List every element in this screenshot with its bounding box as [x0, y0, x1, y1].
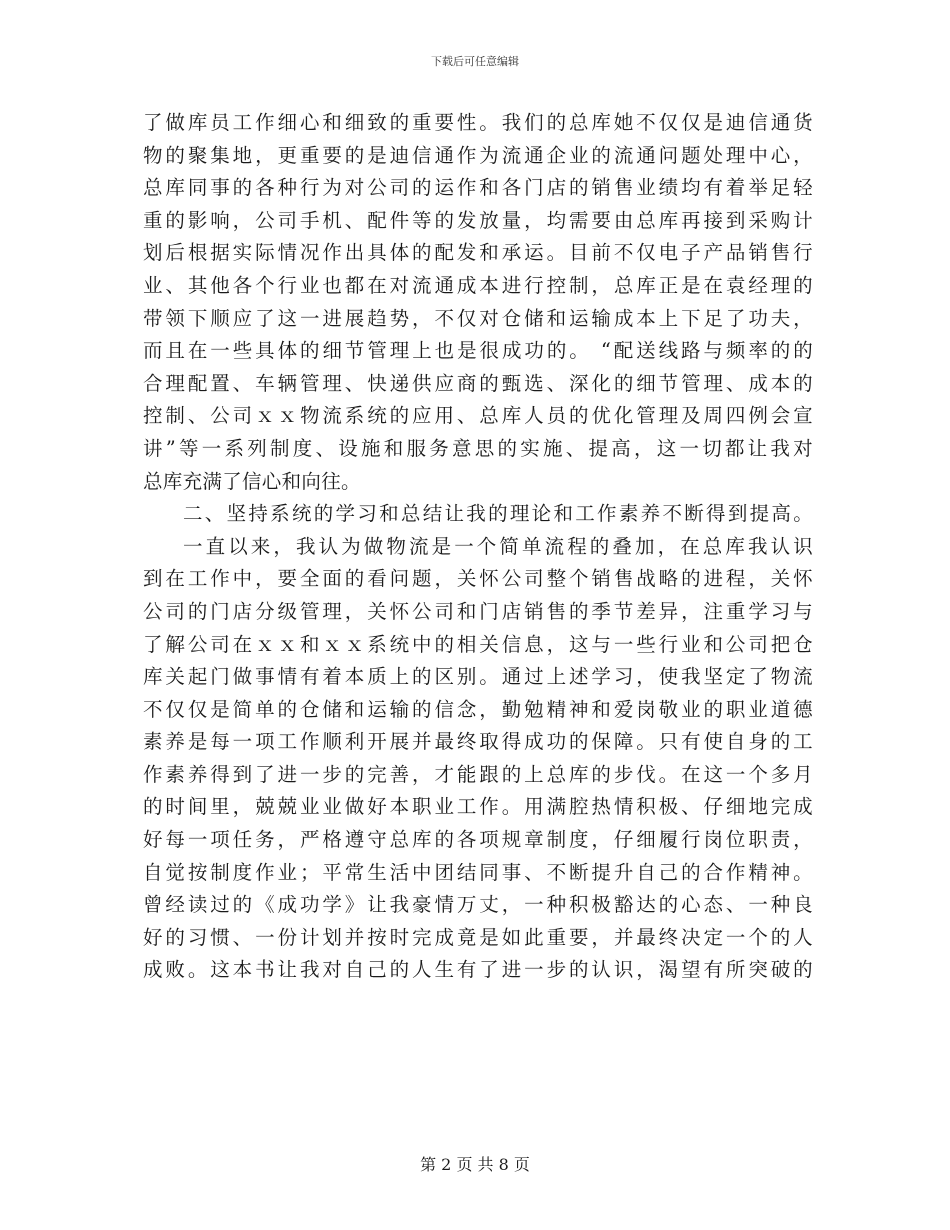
text-line: 划后根据实际情况作出具体的配发和承运。目前不仅电子产品销售行	[143, 241, 813, 265]
text-line: 而且在一些具体的细节管理上也是很成功的。 “配送线路与频率的的	[143, 339, 813, 363]
text-line: 好每一项任务，严格遵守总库的各项规章制度，仔细履行岗位职责，	[143, 828, 813, 852]
text-line: 控制、公司ｘｘ物流系统的应用、总库人员的优化管理及周四例会宣	[143, 404, 813, 428]
text-line: 业、其他各个行业也都在对流通成本进行控制，总库正是在袁经理的	[143, 273, 813, 297]
body-text	[143, 107, 813, 987]
text-line: 素养是每一项工作顺利开展并最终取得成功的保障。只有使自身的工	[143, 730, 813, 754]
text-line: 库关起门做事情有着本质上的区别。通过上述学习，使我坚定了物流	[143, 665, 813, 689]
text-line: 成败。这本书让我对自己的人生有了进一步的认识，渴望有所突破的	[143, 958, 813, 982]
text-line: 不仅仅是简单的仓储和运输的信念，勤勉精神和爱岗敬业的职业道德	[143, 697, 813, 721]
text-line: 一直以来，我认为做物流是一个简单流程的叠加，在总库我认识	[183, 534, 813, 558]
text-line: 带领下顺应了这一进展趋势，不仅对仓储和运输成本上下足了功夫，	[143, 306, 813, 330]
text-line: 公司的门店分级管理，关怀公司和门店销售的季节差异，注重学习与	[143, 599, 813, 623]
page-number: 第 2 页 共 8 页	[420, 1155, 530, 1174]
page-header: 下载后可任意编辑	[431, 55, 519, 68]
text-line: 作素养得到了进一步的完善，才能跟的上总库的步伐。在这一个多月	[143, 762, 813, 786]
text-line: 讲”等一系列制度、设施和服务意思的实施、提高，这一切都让我对	[143, 436, 813, 460]
text-line: 自觉按制度作业；平常生活中团结同事、不断提升自己的合作精神。	[143, 860, 813, 884]
section-heading: 二、坚持系统的学习和总结让我的理论和工作素养不断得到提高。	[183, 502, 813, 526]
text-line: 的时间里，兢兢业业做好本职业工作。用满腔热情积极、仔细地完成	[143, 795, 813, 819]
text-line: 总库充满了信心和向往。	[143, 469, 361, 493]
text-line: 合理配置、车辆管理、快递供应商的甄选、深化的细节管理、成本的	[143, 371, 813, 395]
text-line: 曾经读过的《成功学》让我豪情万丈，一种积极豁达的心态、一种良	[143, 893, 813, 917]
text-line: 好的习惯、一份计划并按时完成竟是如此重要，并最终决定一个的人	[143, 925, 813, 949]
text-line: 总库同事的各种行为对公司的运作和各门店的销售业绩均有着举足轻	[143, 176, 813, 200]
text-line: 物的聚集地，更重要的是迪信通作为流通企业的流通问题处理中心，	[143, 143, 813, 167]
text-line: 到在工作中，要全面的看问题，关怀公司整个销售战略的进程，关怀	[143, 567, 813, 591]
text-line: 重的影响，公司手机、配件等的发放量，均需要由总库再接到采购计	[143, 208, 813, 232]
text-line: 了解公司在ｘｘ和ｘｘ系统中的相关信息，这与一些行业和公司把仓	[143, 632, 813, 656]
text-line: 了做库员工作细心和细致的重要性。我们的总库她不仅仅是迪信通货	[143, 111, 813, 134]
